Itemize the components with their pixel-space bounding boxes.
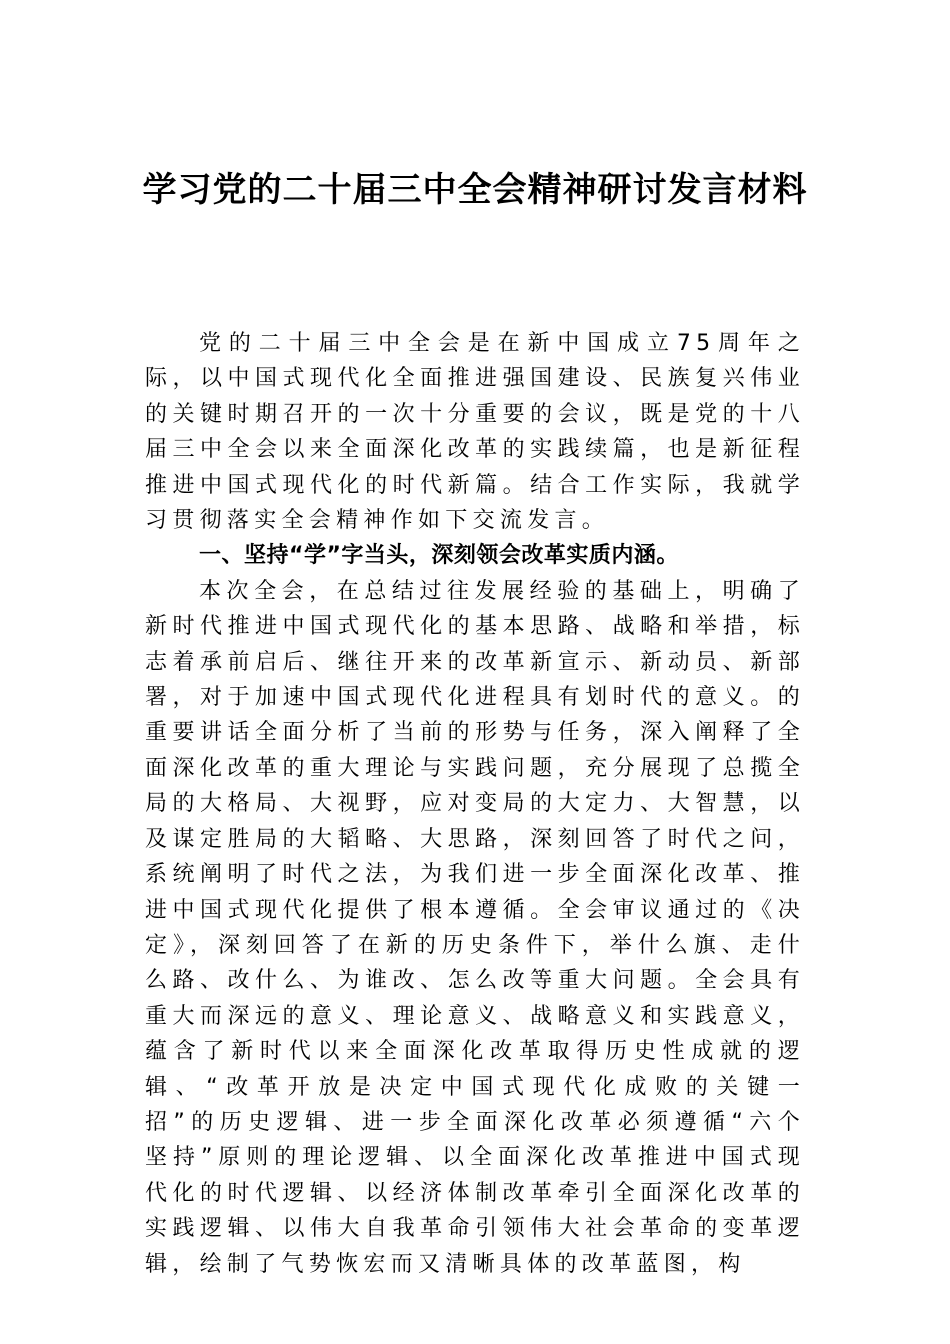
document-body xyxy=(145,326,805,1282)
intro-paragraph: 党的二十届三中全会是在新中国成立75周年之际，以中国式现代化全面推进强国建设、民族复兴伟业的关键时期召开的一次十分重要的会议，既是党的十八届三中全会以来全面深化改革的实践续篇，也是新征程推进中国式现代化的时代新篇。结合工作实际，我就学习贯彻落实全会精神作如下交流发言。 xyxy=(145,331,805,534)
section-1-paragraph: 本次全会，在总结过往发展经验的基础上，明确了新时代推进中国式现代化的基本思路、战略和举措，标志着承前启后、继往开来的改革新宣示、新动员、新部署，对于加速中国式现代化进程具有划时代的意义。的重要讲话全面分析了当前的形势与任务，深入阐释了全面深化改革的重大理论与实践问题，充分展现了总揽全局的大格局、大视野，应对变局的大定力、大智慧，以及谋定胜局的大韬略、大思路，深刻回答了时代之问，系统阐明了时代之法，为我们进一步全面深化改革、推进中国式现代化提供了根本遵循。全会审议通过的《决定》，深刻回答了在新的历史条件下，举什么旗、走什么路、改什么、为谁改、怎么改等重大问题。全会具有重大而深远的意义、理论意义、战略意义和实践意义，蕴含了新时代以来全面深化改革取得历史性成就的逻辑、“改革开放是决定中国式现代化成败的关键一招”的历史逻辑、进一步全面深化改革必须遵循“六个坚持”原则的理论逻辑、以全面深化改革推进中国式现代化的时代逻辑、以经济体制改革牵引全面深化改革的实践逻辑、以伟大自我革命引领伟大社会革命的变革逻辑，绘制了气势恢宏而又清晰具体的改革蓝图，构 xyxy=(145,578,805,1277)
document-title: 学习党的二十届三中全会精神研讨发言材料 xyxy=(142,170,808,210)
section-heading-1: 一、坚持“学”字当头，深刻领会改革实质内涵。 xyxy=(199,543,679,569)
